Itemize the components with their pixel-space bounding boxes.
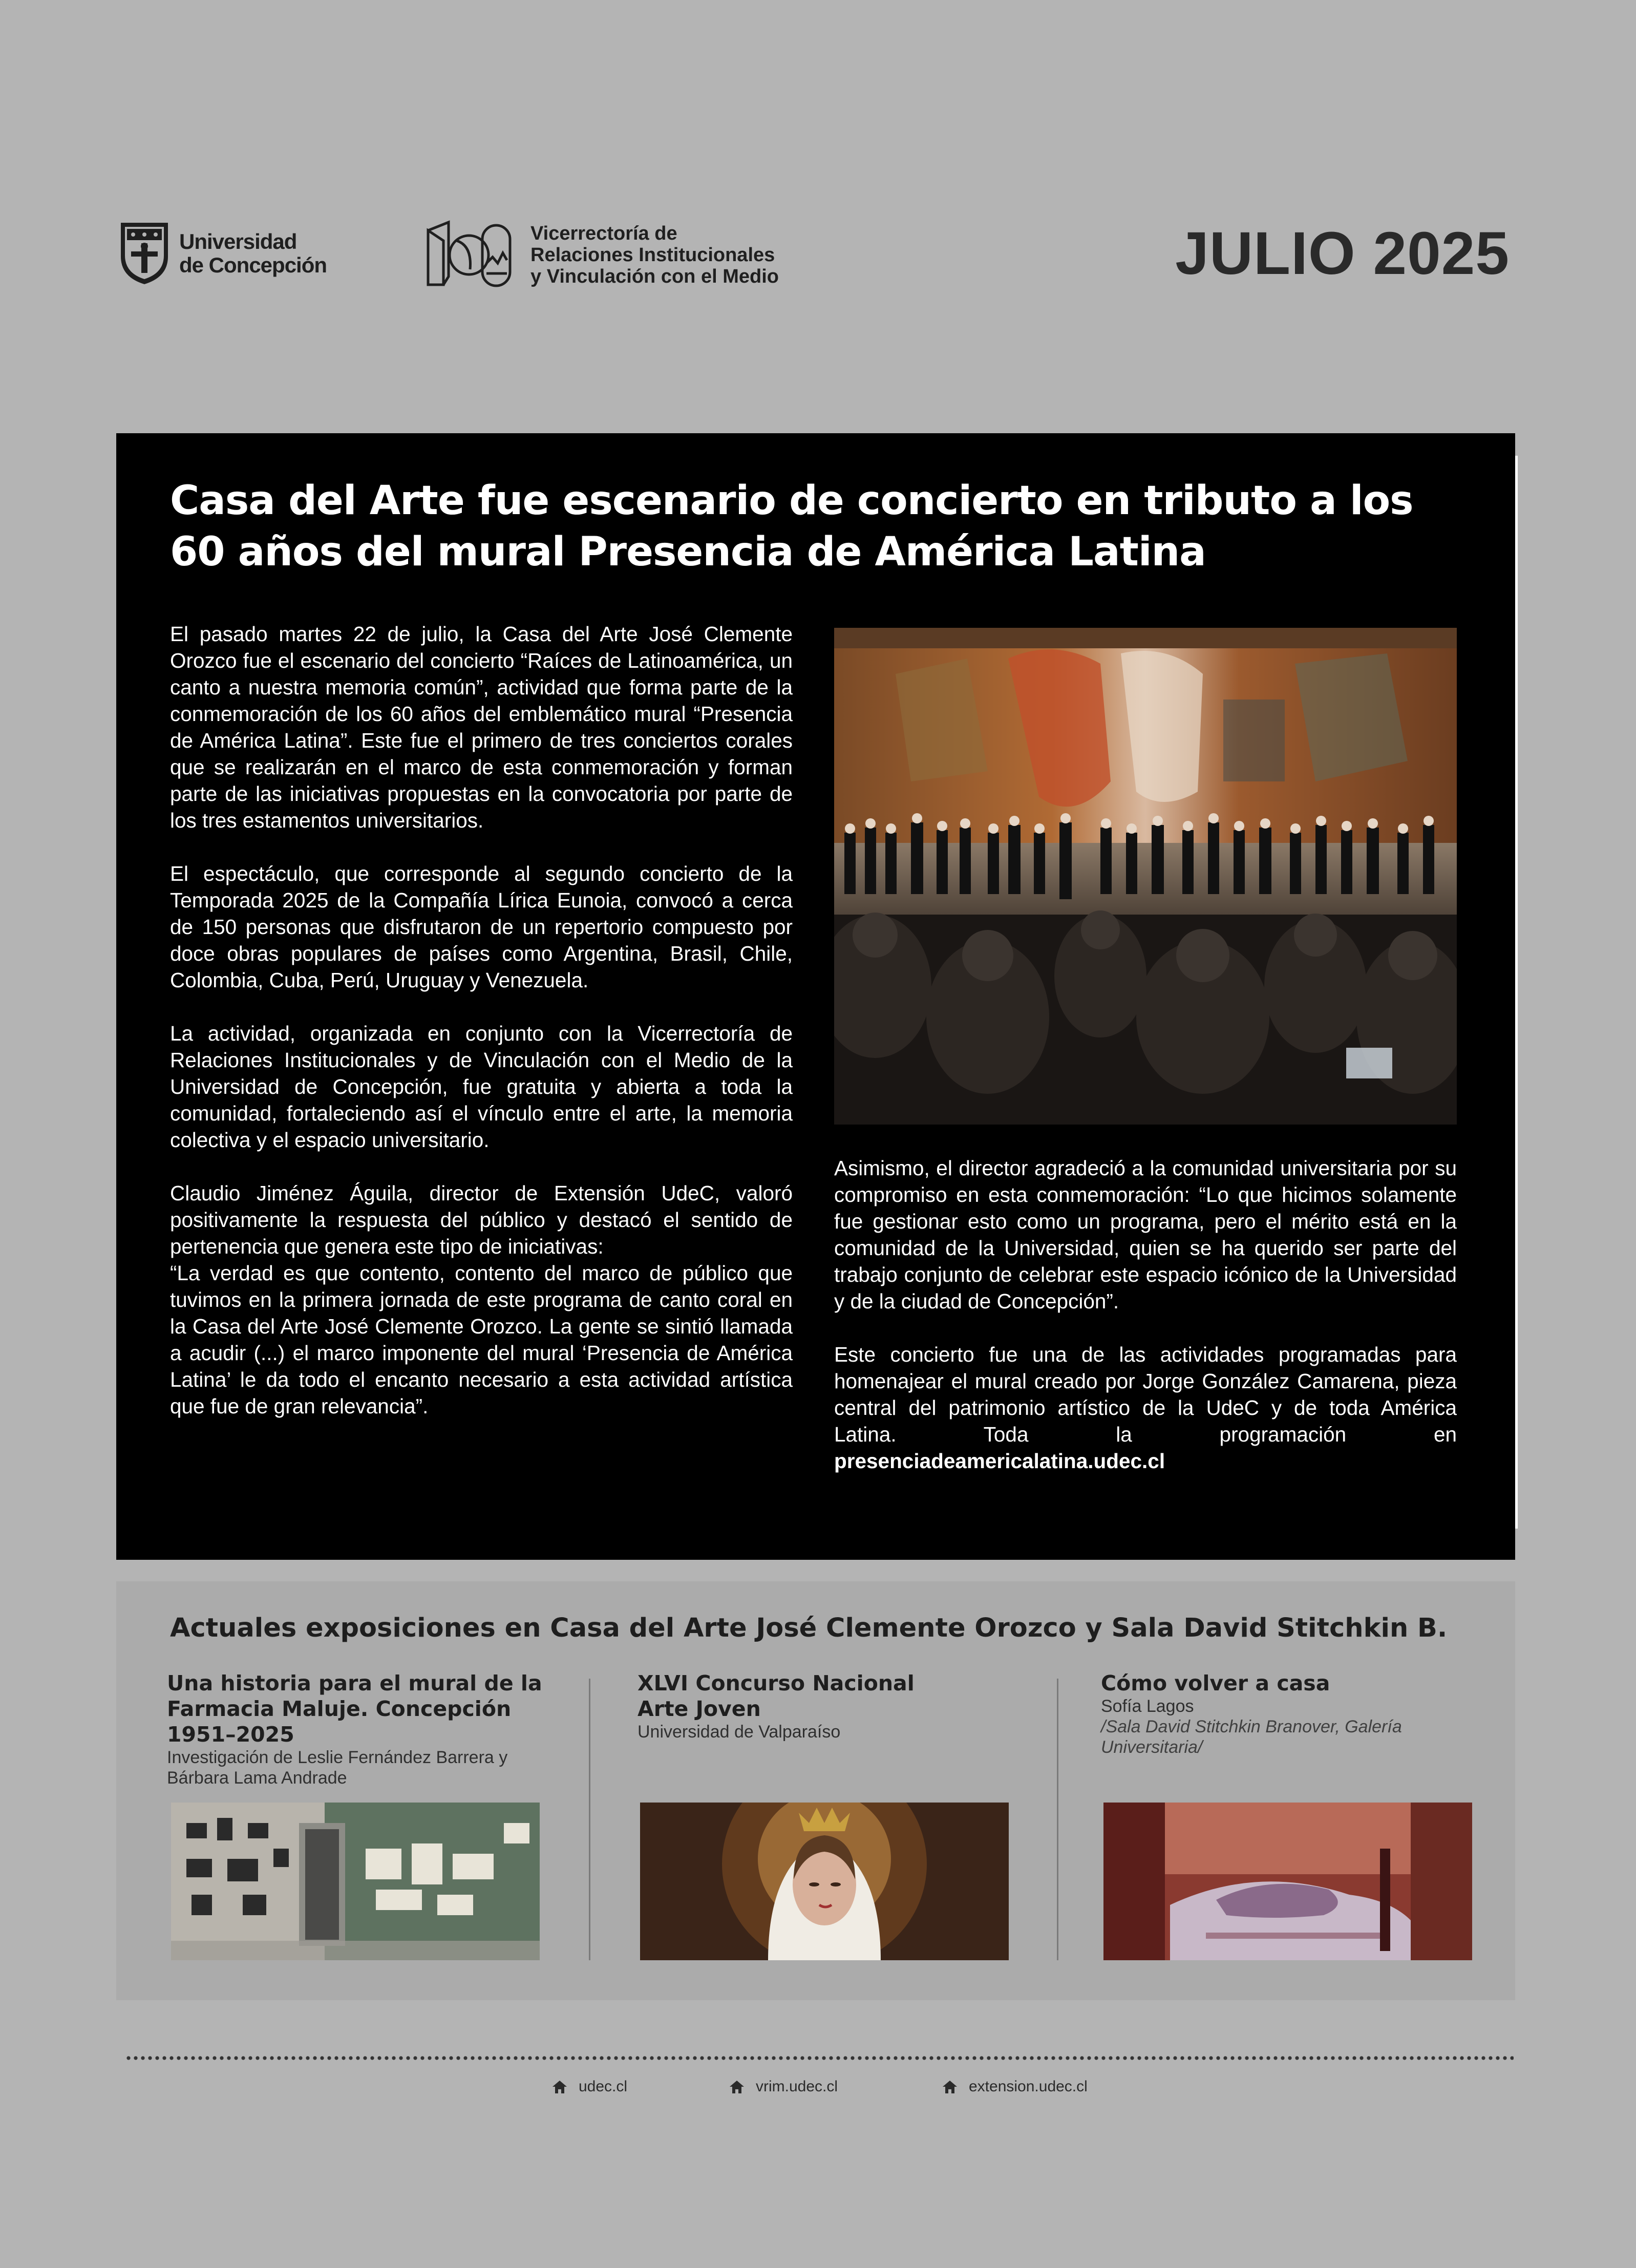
paragraph-5: Asimismo, el director agradeció a la comunidad universitaria por su compromiso en esta conmemoración: “Lo que hicimos solamente fue gestionar esto como un programa, pero el mérito está en la comunidad de la Universidad, quien se ha querido ser parte del trabajo conjunto de celebrar este espacio icónico de la Universidad y de la ciudad de Concepción”. (834, 1156, 1457, 1313)
exhibition-3-venue-line2: Universitaria/ (1101, 1737, 1203, 1757)
home-icon (942, 2080, 958, 2094)
quote-paragraph: “La verdad es que contento, contento del marco de público que tuvimos en la primera jornada de este programa de canto coral en la Casa del Arte José Clemente Orozco. La gente se sintió llamada a acudir (...) el marco imponente del mural ‘Presencia de América Latina’ le da todo el encanto necesario a esta actividad artística que fue de gran relevancia”. (170, 1261, 793, 1418)
vicerrectoria-mark-icon (425, 220, 512, 290)
exhibition-1-title-line1: Una historia para el mural de la (167, 1671, 542, 1695)
footer-link-vrim[interactable] (729, 2078, 838, 2095)
footer-divider (125, 2056, 1514, 2060)
exhibition-separator-2 (1057, 1679, 1058, 1960)
article-left-column (170, 621, 793, 1446)
udec-name-line2: de Concepción (179, 253, 327, 277)
exhibition-3-image (1103, 1803, 1472, 1960)
exhibition-1-sub-line2: Bárbara Lama Andrade (167, 1768, 347, 1788)
exhibition-3-info (1101, 1670, 1511, 1757)
exhibition-1-sub (167, 1747, 577, 1788)
exhibition-2-sub: Universidad de Valparaíso (638, 1722, 841, 1742)
home-icon (729, 2080, 745, 2094)
footer-link-extension-label: extension.udec.cl (969, 2078, 1088, 2095)
exhibition-2-title-line2: Arte Joven (638, 1697, 761, 1721)
vicerrectoria-logo (425, 219, 835, 291)
footer-link-vrim-label: vrim.udec.cl (756, 2078, 838, 2095)
exhibition-separator-1 (589, 1679, 590, 1960)
paragraph-4: Claudio Jiménez Águila, director de Extensión UdeC, valoró positivamente la respuesta del público y destacó el sentido de pertenencia que genera este tipo de iniciativas: (170, 1181, 793, 1258)
exhibition-3-title: Cómo volver a casa (1101, 1671, 1330, 1695)
exhibition-2-info (638, 1670, 1047, 1742)
vr-name-line2: Relaciones Institucionales (530, 244, 775, 266)
exhibition-1-title (167, 1670, 577, 1747)
exhibition-2-photo (640, 1803, 1009, 1960)
exhibition-1-image (171, 1803, 540, 1960)
footer-link-extension[interactable] (942, 2078, 1088, 2095)
exhibitions-title: Actuales exposiciones en Casa del Arte José Clemente Orozco y Sala David Stitchkin B. (170, 1613, 1448, 1643)
article-headline: Casa del Arte fue escenario de concierto en tributo a los 60 años del mural Presencia de América Latina (170, 478, 1413, 575)
exhibition-2-image (640, 1803, 1009, 1960)
paragraph-2: El espectáculo, que corresponde al segundo concierto de la Temporada 2025 de la Compañía Lírica Eunoia, convocó a cerca de 150 personas que disfrutaron de un repertorio compuesto por doce obras populares de países como Argentina, Brasil, Chile, Colombia, Cuba, Perú, Uruguay y Venezuela. (170, 862, 793, 992)
udec-name (179, 230, 327, 277)
exhibition-1-photo (171, 1803, 540, 1960)
exhibition-3-author: Sofía Lagos (1101, 1697, 1194, 1716)
footer-link-udec[interactable] (552, 2078, 627, 2095)
concert-photo-image (834, 628, 1457, 1125)
exhibition-1-info (167, 1670, 577, 1788)
udec-logo (119, 220, 334, 287)
article-right-column (834, 1155, 1457, 1474)
udec-shield-icon (119, 221, 170, 286)
udec-name-line1: Universidad (179, 229, 297, 253)
paragraph-6 (834, 1341, 1457, 1474)
paragraph-3: La actividad, organizada en conjunto con la Vicerrectoría de Relaciones Institucionales y de Vinculación con el Medio de la Universidad de Concepción, fue gratuita y abierta a toda la comunidad, fortaleciendo así el vínculo entre el arte, la memoria colectiva y el espacio universitario. (170, 1022, 793, 1152)
footer-link-udec-label: udec.cl (579, 2078, 628, 2095)
exhibition-1-title-line3: 1951–2025 (167, 1722, 294, 1747)
home-icon (552, 2080, 567, 2094)
exhibition-3-venue-line1: /Sala David Stitchkin Branover, Galería (1101, 1717, 1402, 1736)
issue-date: JULIO 2025 (1175, 220, 1510, 287)
concert-photo (834, 628, 1457, 1125)
vr-name-line3: y Vinculación con el Medio (530, 266, 779, 287)
exhibition-1-title-line2: Farmacia Maluje. Concepción (167, 1697, 512, 1721)
exhibition-2-title-line1: XLVI Concurso Nacional (638, 1671, 915, 1695)
paragraph-6-text: Este concierto fue una de las actividades programadas para homenajear el mural creado por Jorge González Camarena, pieza central del patrimonio artístico de la UdeC y de toda América Latina. Toda la programación en (834, 1343, 1457, 1446)
exhibition-1-sub-line1: Investigación de Leslie Fernández Barrera y (167, 1748, 508, 1767)
vr-name-line1: Vicerrectoría de (530, 223, 677, 244)
vicerrectoria-name (530, 223, 779, 287)
panel-edge-line (1515, 456, 1518, 1529)
exhibition-2-title (638, 1670, 1047, 1722)
exhibition-3-photo (1103, 1803, 1472, 1960)
paragraph-1: El pasado martes 22 de julio, la Casa del Arte José Clemente Orozco fue el escenario del concierto “Raíces de Latinoamérica, un canto a nuestra memoria común”, actividad que forma parte de la conmemoración de los 60 años del emblemático mural “Presencia de América Latina”. Este fue el primero de tres conciertos corales que se realizarán en el marco de esta conmemoración y forman parte de las iniciativas propuestas en la convocatoria por parte de los tres estamentos universitarios. (170, 622, 793, 832)
exhibition-3-venue (1101, 1716, 1511, 1757)
program-link[interactable]: presenciadeamericalatina.udec.cl (834, 1449, 1165, 1473)
